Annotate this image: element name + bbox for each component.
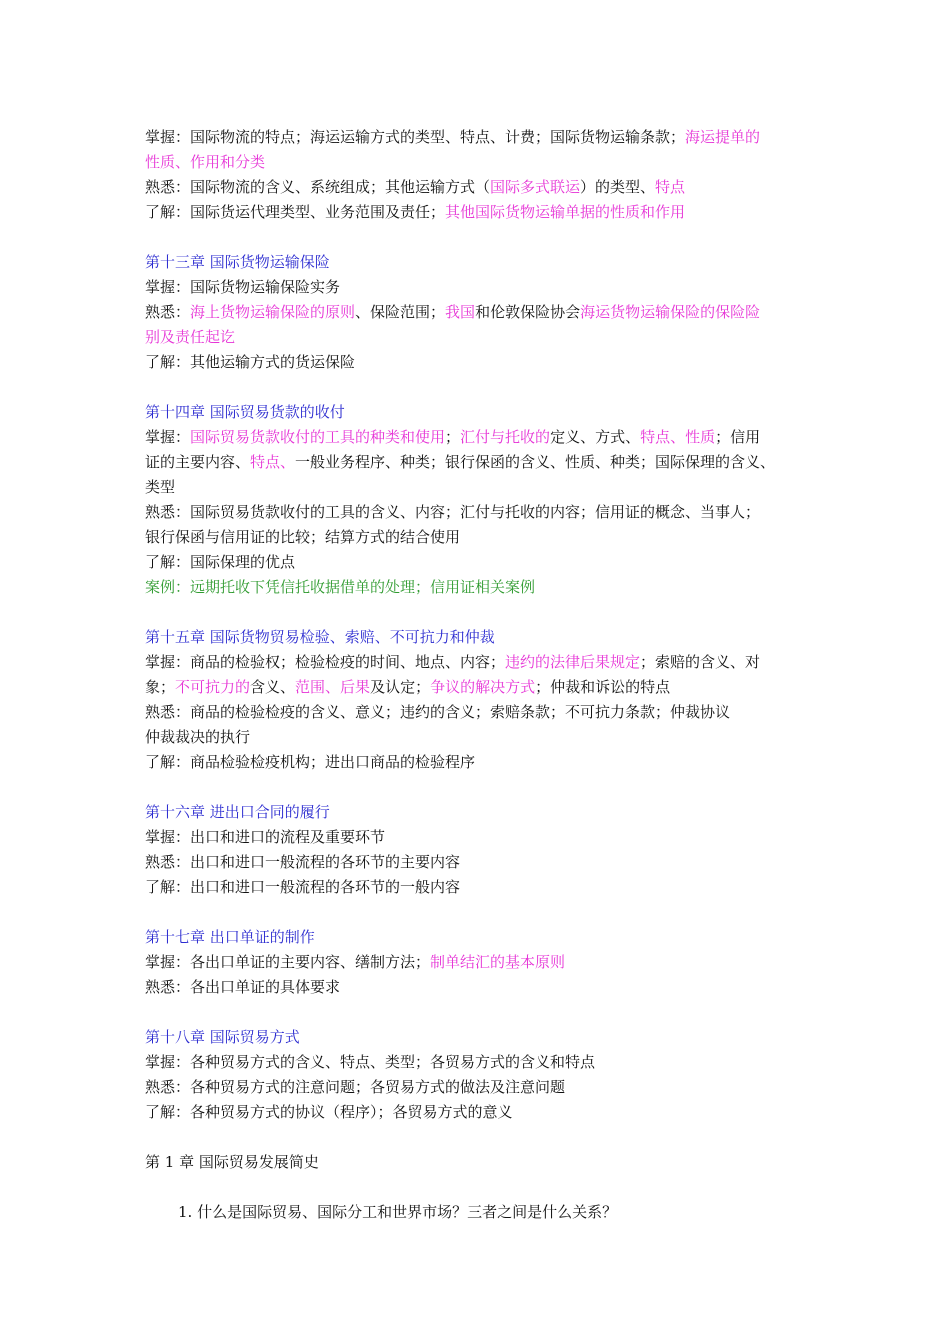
- text-line: [145, 575, 845, 600]
- text-segment: 第 1 章 国际贸易发展简史: [145, 1153, 319, 1171]
- chapter-heading: [145, 400, 845, 425]
- text-segment: 掌握：商品的检验权；检验检疫的时间、地点、内容；: [145, 653, 506, 671]
- question-item: [178, 1200, 845, 1225]
- text-segment: 和伦敦保险协会: [475, 303, 581, 321]
- paragraph-spacer: [145, 375, 845, 400]
- text-segment: 了解：其他运输方式的货运保险: [145, 353, 356, 371]
- text-line: [145, 825, 845, 850]
- highlighted-text: 特点、性质: [640, 428, 716, 446]
- text-line: [145, 725, 845, 750]
- text-line: [145, 300, 845, 325]
- highlighted-text: 制单结汇的基本原则: [430, 953, 566, 971]
- text-line: [145, 550, 845, 575]
- paragraph-spacer: [145, 775, 845, 800]
- text-line: [145, 975, 845, 1000]
- text-segment: 第十四章 国际贸易货款的收付: [145, 403, 345, 421]
- text-line: [145, 1150, 845, 1175]
- text-segment: 了解：国际保理的优点: [145, 553, 296, 571]
- text-segment: 了解：商品检验检疫机构；进出口商品的检验程序: [145, 753, 476, 771]
- paragraph-spacer: [145, 1000, 845, 1025]
- text-segment: 第十五章 国际货物贸易检验、索赔、不可抗力和仲裁: [145, 628, 495, 646]
- text-segment: 类型: [145, 478, 176, 496]
- text-segment: 掌握：国际物流的特点；海运运输方式的类型、特点、计费；国际货物运输条款；: [145, 128, 686, 146]
- highlighted-text: 海运提单的: [685, 128, 761, 146]
- text-line: [145, 125, 845, 150]
- paragraph-spacer: [145, 1175, 845, 1200]
- text-line: [145, 700, 845, 725]
- text-segment: 及认定；: [370, 678, 431, 696]
- highlighted-text: 其他国际货物运输单据的性质和作用: [445, 203, 686, 221]
- text-segment: 熟悉：各出口单证的具体要求: [145, 978, 341, 996]
- document-body: [145, 125, 845, 1225]
- text-segment: ；索赔的含义、对: [640, 653, 761, 671]
- text-segment: 熟悉：各种贸易方式的注意问题；各贸易方式的做法及注意问题: [145, 1078, 566, 1096]
- text-segment: 第十六章 进出口合同的履行: [145, 803, 330, 821]
- text-line: [145, 475, 845, 500]
- highlighted-text: 汇付与托收的: [460, 428, 551, 446]
- highlighted-text: 我国: [445, 303, 476, 321]
- text-line: [145, 150, 845, 175]
- paragraph-spacer: [145, 600, 845, 625]
- text-segment: 了解：各种贸易方式的协议（程序）；各贸易方式的意义: [145, 1103, 513, 1121]
- text-line: [145, 1050, 845, 1075]
- text-line: [145, 425, 845, 450]
- text-segment: ；信用: [715, 428, 761, 446]
- text-segment: 了解：出口和进口一般流程的各环节的一般内容: [145, 878, 461, 896]
- text-segment: 掌握：: [145, 428, 191, 446]
- case-text: 案例：远期托收下凭信托收据借单的处理；信用证相关案例: [145, 578, 536, 596]
- text-line: [145, 200, 845, 225]
- text-line: [145, 175, 845, 200]
- text-segment: 掌握：各种贸易方式的含义、特点、类型；各贸易方式的含义和特点: [145, 1053, 596, 1071]
- text-line: [145, 275, 845, 300]
- text-line: [145, 750, 845, 775]
- text-line: [145, 650, 845, 675]
- text-segment: 银行保函与信用证的比较；结算方式的结合使用: [145, 528, 461, 546]
- text-line: [145, 875, 845, 900]
- paragraph-spacer: [145, 900, 845, 925]
- highlighted-text: 海上货物运输保险的原则: [190, 303, 356, 321]
- chapter-heading: [145, 925, 845, 950]
- text-line: [145, 325, 845, 350]
- highlighted-text: 特点: [655, 178, 686, 196]
- highlighted-text: 国际多式联运: [490, 178, 581, 196]
- highlighted-text: 别及责任起讫: [145, 328, 236, 346]
- highlighted-text: 不可抗力的: [175, 678, 251, 696]
- chapter-heading: [145, 250, 845, 275]
- highlighted-text: 性质、作用和分类: [145, 153, 266, 171]
- text-line: [145, 1075, 845, 1100]
- text-line: [145, 950, 845, 975]
- text-segment: 第十三章 国际货物运输保险: [145, 253, 330, 271]
- text-line: [145, 525, 845, 550]
- text-line: [145, 350, 845, 375]
- text-segment: ；: [445, 428, 461, 446]
- text-segment: 1. 什么是国际贸易、国际分工和世界市场？三者之间是什么关系？: [178, 1203, 618, 1221]
- text-segment: 仲裁裁决的执行: [145, 728, 251, 746]
- text-segment: 掌握：国际货物运输保险实务: [145, 278, 341, 296]
- highlighted-text: 违约的法律后果规定: [505, 653, 641, 671]
- text-segment: 含义、: [250, 678, 296, 696]
- text-line: [145, 850, 845, 875]
- text-segment: ；仲裁和诉讼的特点: [535, 678, 671, 696]
- text-segment: 一般业务程序、种类；银行保函的含义、性质、种类；国际保理的含义、: [295, 453, 776, 471]
- paragraph-spacer: [145, 1125, 845, 1150]
- highlighted-text: 特点、: [250, 453, 296, 471]
- text-segment: 熟悉：出口和进口一般流程的各环节的主要内容: [145, 853, 461, 871]
- text-segment: 熟悉：国际贸易货款收付的工具的含义、内容；汇付与托收的内容；信用证的概念、当事人；: [145, 503, 761, 521]
- text-segment: 第十七章 出口单证的制作: [145, 928, 315, 946]
- text-line: [145, 500, 845, 525]
- text-segment: 熟悉：: [145, 303, 191, 321]
- text-segment: 熟悉：国际物流的含义、系统组成；其他运输方式（: [145, 178, 491, 196]
- chapter-heading: [145, 800, 845, 825]
- highlighted-text: 海运货物运输保险的保险险: [580, 303, 761, 321]
- text-segment: ）的类型、: [580, 178, 656, 196]
- paragraph-spacer: [145, 225, 845, 250]
- highlighted-text: 争议的解决方式: [430, 678, 536, 696]
- text-segment: 象；: [145, 678, 176, 696]
- chapter-heading: [145, 625, 845, 650]
- text-segment: 定义、方式、: [550, 428, 641, 446]
- text-line: [145, 1100, 845, 1125]
- highlighted-text: 范围、后果: [295, 678, 371, 696]
- chapter-heading: [145, 1025, 845, 1050]
- text-segment: 证的主要内容、: [145, 453, 251, 471]
- text-segment: 第十八章 国际贸易方式: [145, 1028, 300, 1046]
- highlighted-text: 国际贸易货款收付的工具的种类和使用: [190, 428, 446, 446]
- text-segment: 、保险范围；: [355, 303, 446, 321]
- text-segment: 掌握：出口和进口的流程及重要环节: [145, 828, 386, 846]
- text-line: [145, 450, 845, 475]
- text-line: [145, 675, 845, 700]
- text-segment: 掌握：各出口单证的主要内容、缮制方法；: [145, 953, 431, 971]
- text-segment: 熟悉：商品的检验检疫的含义、意义；违约的含义；索赔条款；不可抗力条款；仲裁协议: [145, 703, 731, 721]
- text-segment: 了解：国际货运代理类型、业务范围及责任；: [145, 203, 446, 221]
